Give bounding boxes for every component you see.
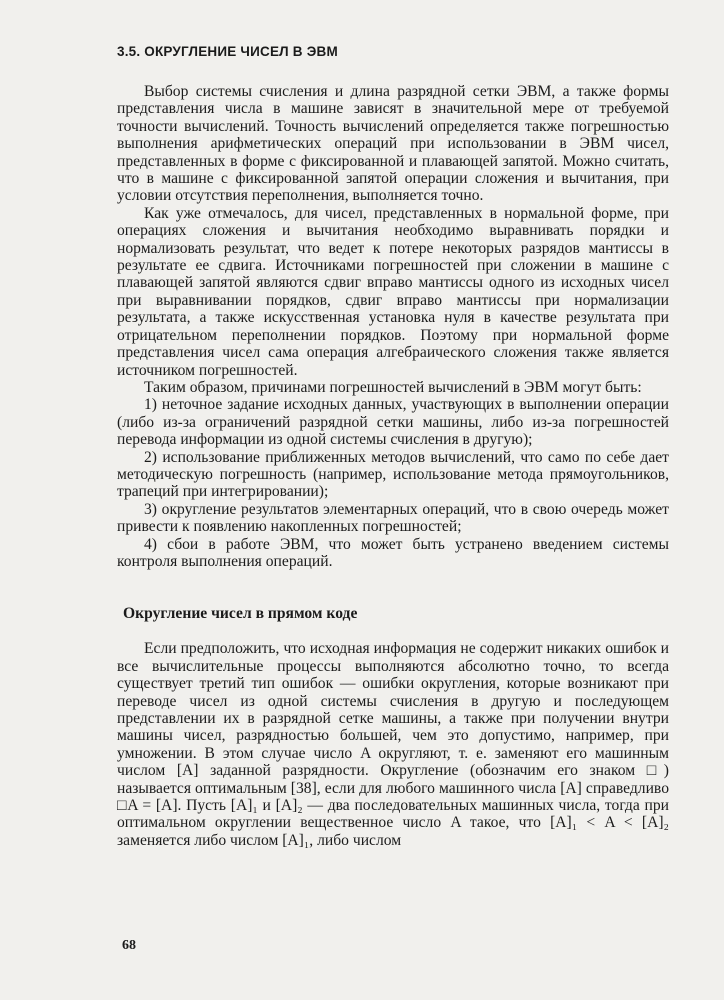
page-body (117, 44, 669, 849)
list-item: 2) использование приближенных методов вычислений, что само по себе дает методическую погрешность (например, использование метода прямоугольников, трапеций при интегрировании); (117, 448, 669, 501)
subsection-title: Округление чисел в прямом коде (123, 605, 358, 623)
page-number: 68 (122, 938, 136, 953)
paragraph: Как уже отмечалось, для чисел, представленных в нормальной форме, при операциях сложения и вычитания необходимо выравнивать порядки и нормализовать результат, что ведет к потере некоторых разрядов мантиссы в результате ее сдвига. Источниками погрешностей при сложении в машине с плавающей запятой являются сдвиг вправо мантиссы одного из исходных чисел при выравнивании порядков, сдвиг вправо мантиссы при нормализации результата, а также искусственная установка нуля в качестве результата при отрицательном переполнении порядков. Поэтому при нормальной форме представления чисел сама операция алгебраического сложения также является источником погрешностей. (117, 204, 669, 379)
list-item: 4) сбои в работе ЭВМ, что может быть устранено введением системы контроля выполнения операций. (117, 535, 669, 570)
paragraph: Если предположить, что исходная информация не содержит никаких ошибок и все вычислительные процессы выполняются абсолютно точно, то всегда существует третий тип ошибок — ошибки округления, которые возникают при переводе чисел из одной системы счисления в другую и последующем представлении их в разрядной сетке машины, а также при получении внутри машины чисел, разрядностью большей, чем это допустимо, например, при умножении. В этом случае число A округляют, т. е. заменяют его машинным числом [A] заданной разрядности. Округление (обозначим его знаком □) называется оптимальным [38], если для любого машинного числа [A] справедливо □A = [A]. Пусть [A]₁ и [A]₂ — два последовательных машинных числа, тогда при оптимальном округлении вещественное число A такое, что [A]₁ < A < [A]₂ заменяется либо числом [A]₁, либо числом (117, 640, 669, 849)
paragraph: Выбор системы счисления и длина разрядной сетки ЭВМ, а также формы представления числа в машине зависят в значительной мере от требуемой точности вычислений. Точность вычислений определяется также погрешностью выполнения арифметических операций при использовании в ЭВМ чисел, представленных в форме с фиксированной и плавающей запятой. Можно считать, что в машине с фиксированной запятой операции сложения и вычитания, при условии отсутствия переполнения, выполняется точно. (117, 83, 669, 205)
list-item: 1) неточное задание исходных данных, участвующих в выполнении операции (либо из-за ограничений разрядной сетки машины, либо из-за погрешностей перевода информации из одной системы счисления в другую); (117, 396, 669, 449)
section-title: 3.5. ОКРУГЛЕНИЕ ЧИСЕЛ В ЭВМ (117, 44, 338, 59)
list-item: 3) округление результатов элементарных операций, что в свою очередь может привести к появлению накопленных погрешностей; (117, 500, 669, 536)
paragraph: Таким образом, причинами погрешностей вычислений в ЭВМ могут быть: (144, 378, 642, 396)
